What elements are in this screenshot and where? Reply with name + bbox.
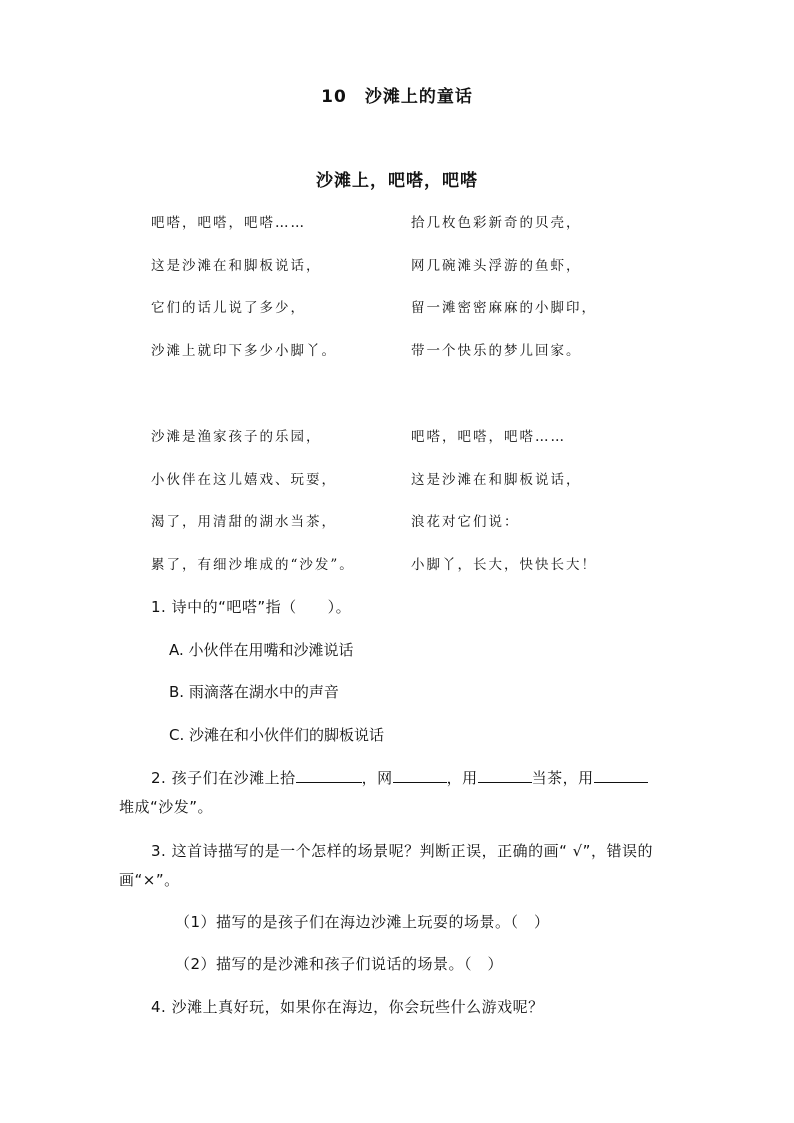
poem-line: 浪花对它们说： bbox=[411, 514, 520, 530]
poem-line: 留一滩密密麻麻的小脚印， bbox=[411, 300, 597, 316]
question-3: 3. 这首诗描写的是一个怎样的场景呢？判断正误，正确的画“ √”，错误的 bbox=[151, 842, 653, 860]
poem-line: 沙滩上就印下多少小脚丫。 bbox=[151, 343, 337, 359]
poem-line: 它们的话儿说了多少， bbox=[151, 300, 306, 316]
poem-line: 渴了，用清甜的湖水当茶， bbox=[151, 514, 337, 530]
poem-line: 网几碗滩头浮游的鱼虾， bbox=[411, 258, 582, 274]
question-1-option-c: C. 沙滩在和小伙伴们的脚板说话 bbox=[169, 726, 385, 744]
question-2 bbox=[151, 767, 648, 788]
answer-blank[interactable] bbox=[478, 768, 532, 783]
poem-line: 这是沙滩在和脚板说话， bbox=[151, 258, 322, 274]
question-2-text: ，网 bbox=[361, 769, 393, 787]
poem-line: 小伙伴在这儿嬉戏、玩耍， bbox=[151, 472, 337, 488]
question-2-text: ，用 bbox=[446, 769, 478, 787]
answer-blank[interactable] bbox=[296, 768, 362, 783]
question-1-option-a: A. 小伙伴在用嘴和沙滩说话 bbox=[169, 641, 354, 659]
answer-blank[interactable] bbox=[594, 768, 648, 783]
question-1: 1. 诗中的“吧嗒”指（ ）。 bbox=[151, 598, 352, 616]
poem-line: 这是沙滩在和脚板说话， bbox=[411, 472, 582, 488]
poem-line: 带一个快乐的梦儿回家。 bbox=[411, 343, 582, 359]
question-3-statement-1: （1）描写的是孩子们在海边沙滩上玩耍的场景。（ ） bbox=[175, 913, 550, 931]
poem-line: 吧嗒，吧嗒，吧嗒…… bbox=[411, 429, 566, 445]
answer-blank[interactable] bbox=[393, 768, 447, 783]
question-1-option-b: B. 雨滴落在湖水中的声音 bbox=[169, 683, 339, 701]
poem-line: 吧嗒，吧嗒，吧嗒…… bbox=[151, 215, 306, 231]
poem-line: 拾几枚色彩新奇的贝壳， bbox=[411, 215, 582, 231]
question-2-continuation: 堆成“沙发”。 bbox=[119, 798, 214, 816]
poem-title: 沙滩上，吧嗒，吧嗒 bbox=[316, 171, 478, 191]
poem-line: 小脚丫，长大，快快长大！ bbox=[411, 557, 597, 573]
question-2-text: 当茶，用 bbox=[531, 769, 594, 787]
document-title: 10 沙滩上的童话 bbox=[321, 87, 473, 107]
poem-line: 累了，有细沙堆成的“沙发”。 bbox=[151, 557, 355, 573]
question-4: 4. 沙滩上真好玩，如果你在海边，你会玩些什么游戏呢？ bbox=[151, 998, 544, 1016]
question-3-continuation: 画“×”。 bbox=[119, 871, 180, 889]
question-2-text: 2. 孩子们在沙滩上拾 bbox=[151, 769, 296, 787]
poem-line: 沙滩是渔家孩子的乐园， bbox=[151, 429, 322, 445]
question-3-statement-2: （2）描写的是沙滩和孩子们说话的场景。（ ） bbox=[175, 955, 504, 973]
